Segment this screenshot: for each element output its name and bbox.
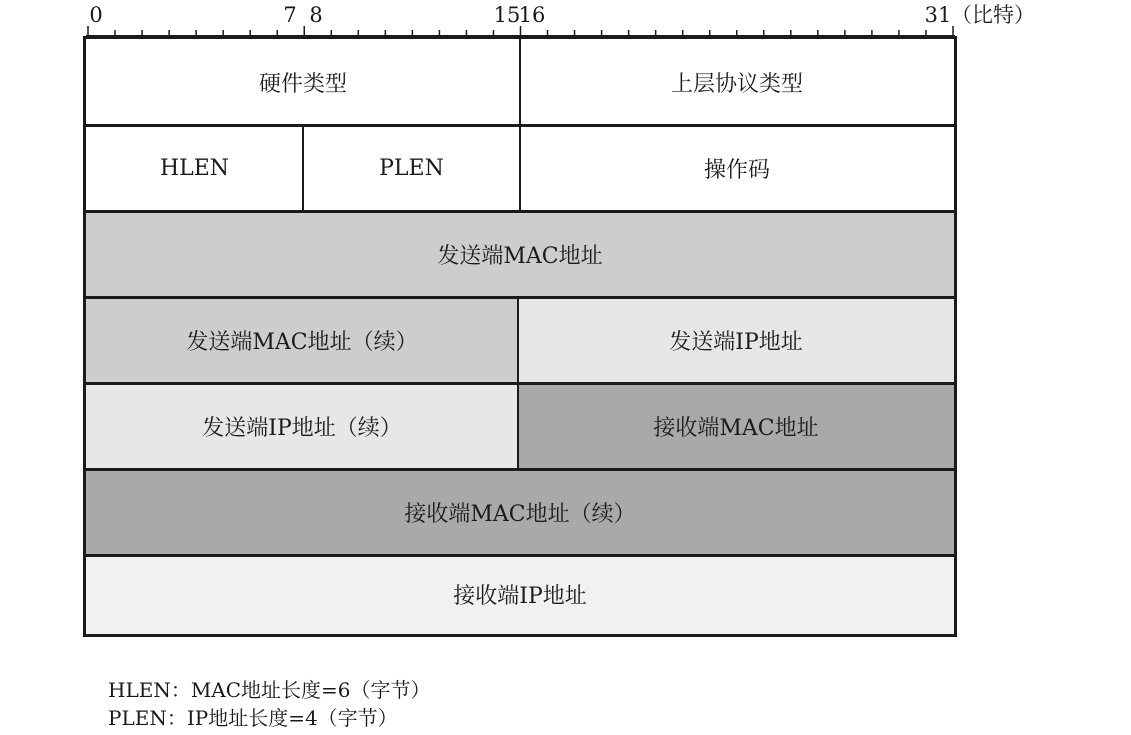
bit-ruler: [0, 0, 1131, 40]
row-divider-4: [86, 382, 954, 385]
legend-plen: PLEN：IP地址长度=4（字节）: [108, 706, 398, 730]
field-sender-ip-cont-label: 发送端IP地址（续）: [202, 415, 402, 441]
field-target-ip-label: 接收端IP地址: [453, 584, 587, 609]
field-opcode: [520, 125, 954, 211]
field-sender-ip-cont: [86, 383, 518, 469]
field-sender-ip: [518, 297, 954, 383]
field-target-mac-label: 接收端MAC地址: [653, 415, 819, 441]
col-divider-8: [302, 125, 304, 211]
field-sender-mac-label: 发送端MAC地址: [437, 243, 603, 269]
field-plen: [303, 125, 520, 211]
col-divider-16-mid: [517, 297, 519, 469]
ruler-label-16: 16: [518, 3, 546, 27]
ruler-label-8: 8: [309, 3, 323, 27]
field-sender-mac-cont-label: 发送端MAC地址（续）: [186, 329, 418, 355]
ruler-label-15: 15: [493, 3, 521, 27]
legend: [108, 676, 431, 732]
col-divider-16-top: [519, 39, 521, 211]
legend-hlen: HLEN：MAC地址长度=6（字节）: [108, 678, 431, 702]
field-opcode-label: 操作码: [703, 157, 770, 183]
field-hardware-type-label: 硬件类型: [258, 71, 347, 97]
row-divider-3: [86, 296, 954, 299]
field-target-mac: [518, 383, 954, 469]
field-sender-ip-label: 发送端IP地址: [669, 329, 803, 355]
arp-packet-format-table: [83, 36, 957, 637]
field-target-mac-cont: [86, 469, 954, 555]
field-hardware-type: [86, 39, 520, 125]
ruler-label-0: 0: [89, 3, 103, 27]
field-target-ip: [86, 555, 954, 634]
field-sender-mac: [86, 211, 954, 297]
field-hlen-label: HLEN: [159, 155, 230, 181]
field-protocol-type-label: 上层协议类型: [670, 71, 803, 97]
field-plen-label: PLEN: [379, 155, 444, 181]
ruler-label-31: 31: [924, 3, 952, 27]
field-sender-mac-cont: [86, 297, 518, 383]
row-divider-6: [86, 554, 954, 557]
row-divider-5: [86, 468, 954, 471]
ruler-label-7: 7: [283, 3, 297, 27]
ruler-unit-label: （比特）: [951, 3, 1035, 27]
field-target-mac-cont-label: 接收端MAC地址（续）: [404, 501, 636, 527]
field-protocol-type: [520, 39, 954, 125]
field-hlen: [86, 125, 303, 211]
